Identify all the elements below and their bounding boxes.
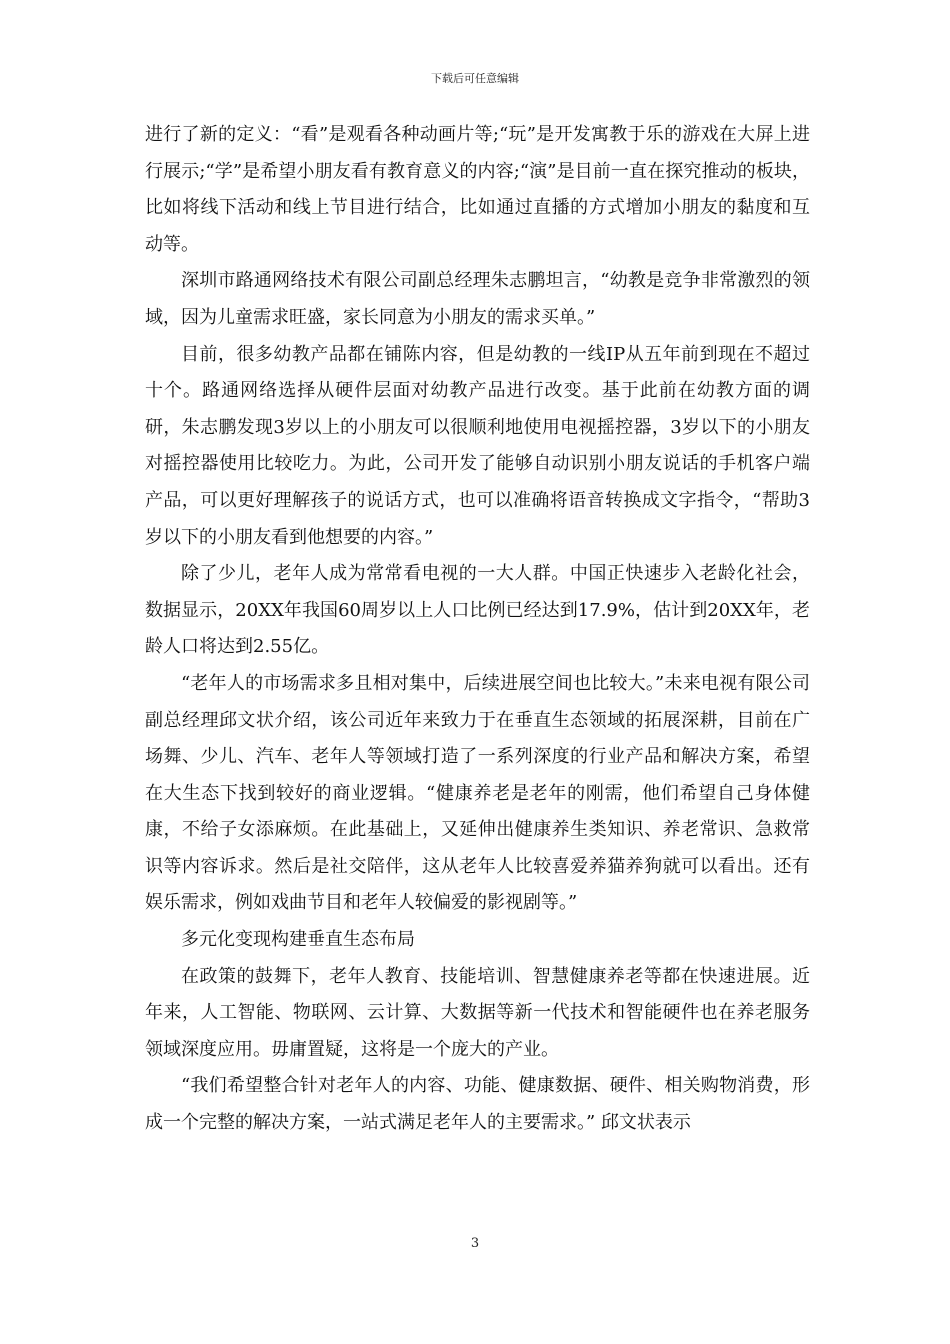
section-heading: 多元化变现构建垂直生态布局 [181, 929, 415, 951]
page-number: 3 [470, 1236, 480, 1251]
paragraph: “我们希望整合针对老年人的内容、功能、健康数据、硬件、相关购物消费，形成一个完整的解决方案，一站式满足老年人的主要需求。” 邱文状表示 [145, 1075, 810, 1134]
page-header: 下载后可任意编辑 [431, 72, 519, 85]
paragraph: 在政策的鼓舞下，老年人教育、技能培训、智慧健康养老等都在快速进展。近年来，人工智能、物联网、云计算、大数据等新一代技术和智能硬件也在养老服务领域深度应用。毋庸置疑，这将是一个庞大的产业。 [145, 965, 810, 1060]
paragraph: 进行了新的定义：“看”是观看各种动画片等;“玩”是开发寓教于乐的游戏在大屏上进行展示;“学”是希望小朋友看有教育意义的内容;“演”是目前一直在探究推动的板块，比如将线下活动和线上节目进行结合，比如通过直播的方式增加小朋友的黏度和互动等。 [145, 124, 810, 255]
paragraph: 深圳市路通网络技术有限公司副总经理朱志鹏坦言，“幼教是竞争非常激烈的领域，因为儿童需求旺盛，家长同意为小朋友的需求买单。” [145, 270, 810, 328]
paragraph: “老年人的市场需求多且相对集中，后续进展空间也比较大。”未来电视有限公司副总经理邱文状介绍，该公司近年来致力于在垂直生态领域的拓展深耕，目前在广场舞、少儿、汽车、老年人等领域打造了一系列深度的行业产品和解决方案，希望在大生态下找到较好的商业逻辑。“健康养老是老年的刚需，他们希望自己身体健康，不给子女添麻烦。在此基础上，又延伸出健康养生类知识、养老常识、急救常识等内容诉求。然后是社交陪伴，这从老年人比较喜爱养猫养狗就可以看出。还有娱乐需求，例如戏曲节目和老年人较偏爱的影视剧等。” [145, 672, 810, 914]
paragraph: 目前，很多幼教产品都在铺陈内容，但是幼教的一线IP从五年前到现在不超过十个。路通网络选择从硬件层面对幼教产品进行改变。基于此前在幼教方面的调研，朱志鹏发现3岁以上的小朋友可以很顺利地使用电视摇控器，3岁以下的小朋友对摇控器使用比较吃力。为此，公司开发了能够自动识别小朋友说话的手机客户端产品，可以更好理解孩子的说话方式，也可以准确将语音转换成文字指令，“帮助3岁以下的小朋友看到他想要的内容。” [145, 343, 810, 548]
paragraph: 除了少儿，老年人成为常常看电视的一大人群。中国正快速步入老龄化社会，数据显示，20XX年我国60周岁以上人口比例已经达到17.9%，估计到20XX年，老龄人口将达到2.55亿。 [145, 563, 810, 658]
document-body [145, 117, 810, 1142]
